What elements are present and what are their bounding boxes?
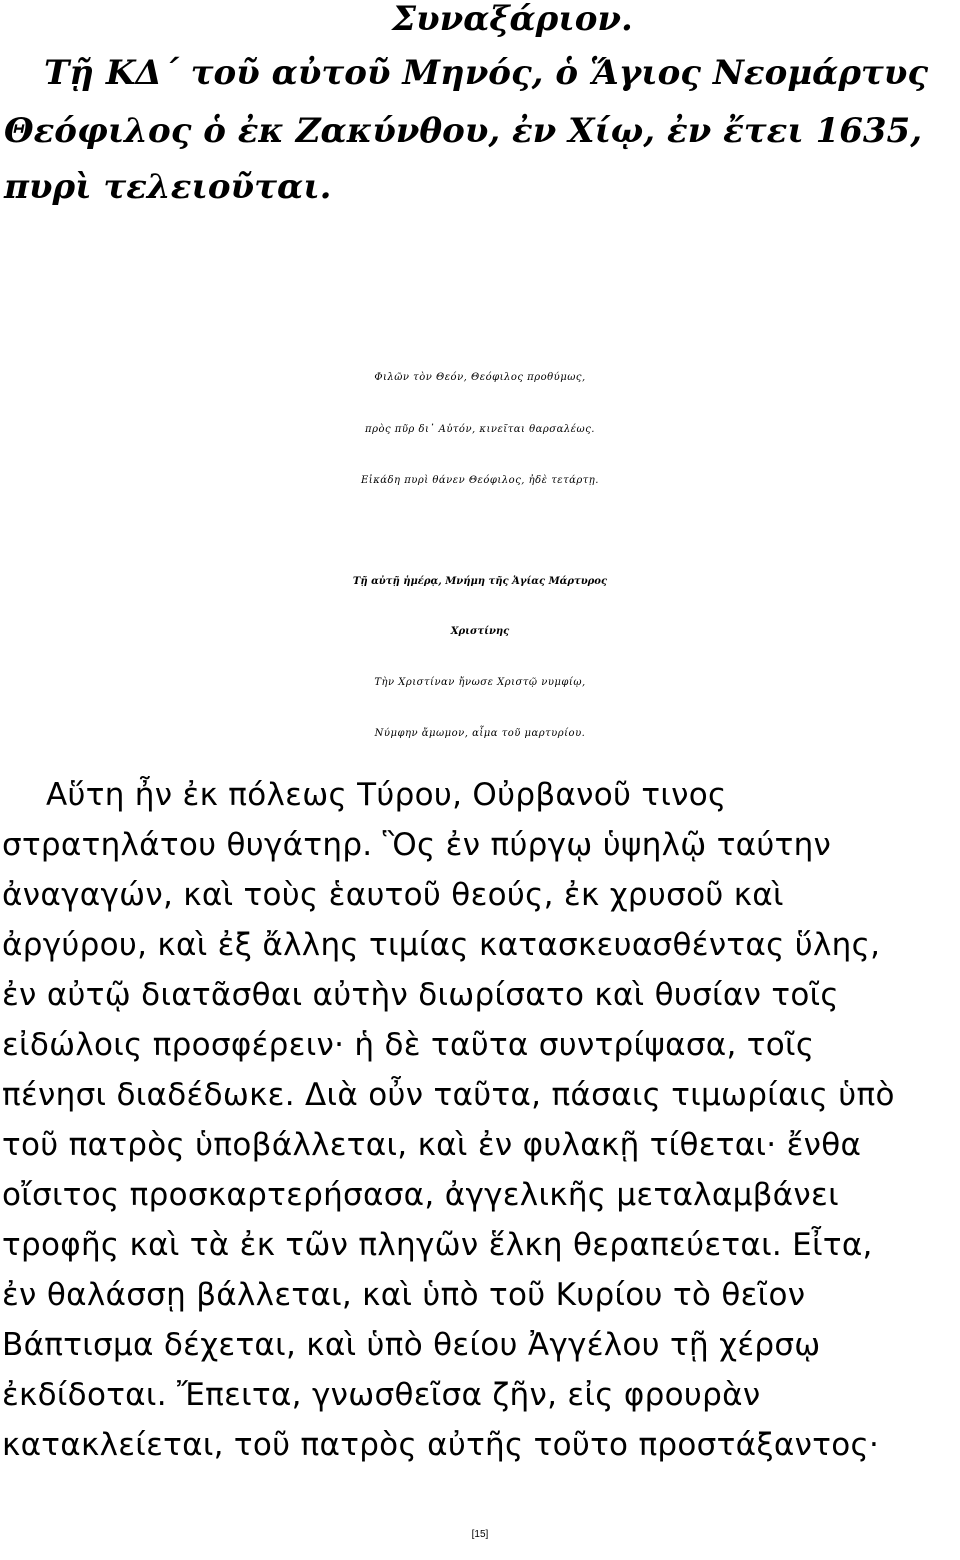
body-line-13: ἐκδίδοται. Ἔπειτα, γνωσθεῖσα ζῆν, εἰς φρουρὰν: [2, 1377, 761, 1413]
verse1-line-3: Εἰκάδη πυρὶ θάνεν Θεόφιλος, ἠδὲ τετάρτῃ.: [361, 475, 599, 486]
synaxarion-title: Συναξάριον.: [392, 0, 633, 39]
verse2-line-1: Τὴν Χριστίναν ἤνωσε Χριστῷ νυμφίῳ,: [374, 677, 586, 688]
body-line-9: οἴσιτος προσκαρτερήσασα, ἀγγελικῆς μεταλαμβάνει: [2, 1177, 839, 1213]
body-line-4: ἀργύρου, καὶ ἐξ ἄλλης τιμίας κατασκευασθέντας ὕλης,: [2, 927, 881, 963]
heading-line-1: Τῇ ΚΔ΄ τοῦ αὐτοῦ Μηνός, ὁ Ἅγιος Νεομάρτυς: [44, 53, 929, 93]
christine-heading-line-2: Χριστίνης: [450, 626, 510, 637]
page-number: [15]: [471, 1529, 489, 1540]
body-line-14: κατακλείεται, τοῦ πατρὸς αὐτῆς τοῦτο προστάξαντος·: [2, 1427, 880, 1463]
body-line-6: εἰδώλοις προσφέρειν· ἡ δὲ ταῦτα συντρίψασα, τοῖς: [2, 1027, 815, 1063]
body-line-3: ἀναγαγών, καὶ τοὺς ἑαυτοῦ θεούς, ἐκ χρυσοῦ καὶ: [2, 877, 784, 913]
body-line-1: Αὕτη ἦν ἐκ πόλεως Τύρου, Οὐρβανοῦ τινος: [46, 777, 727, 813]
body-line-11: ἐν θαλάσσῃ βάλλεται, καὶ ὑπὸ τοῦ Κυρίου τὸ θεῖον: [2, 1277, 806, 1313]
body-line-8: τοῦ πατρὸς ὑποβάλλεται, καὶ ἐν φυλακῇ τίθεται· ἔνθα: [2, 1127, 862, 1163]
body-line-12: Βάπτισμα δέχεται, καὶ ὑπὸ θείου Ἀγγέλου τῇ χέρσῳ: [2, 1327, 821, 1363]
body-line-10: τροφῆς καὶ τὰ ἐκ τῶν πληγῶν ἕλκη θεραπεύεται. Εἶτα,: [2, 1227, 873, 1263]
body-line-5: ἐν αὐτῷ διατᾶσθαι αὐτὴν διωρίσατο καὶ θυσίαν τοῖς: [2, 977, 839, 1013]
verse2-line-2: Νύμφην ἄμωμον, αἷμα τοῦ μαρτυρίου.: [374, 728, 586, 739]
body-line-7: πένησι διαδέδωκε. Διὰ οὖν ταῦτα, πάσαις τιμωρίαις ὑπὸ: [2, 1077, 895, 1113]
verse1-line-2: πρὸς πῦρ δι᾽ Αὐτόν, κινεῖται θαρσαλέως.: [365, 424, 595, 435]
christine-heading-line-1: Τῇ αὐτῇ ἡμέρᾳ, Μνήμη τῆς Ἁγίας Μάρτυρος: [352, 576, 608, 587]
heading-line-2: Θεόφιλος ὁ ἐκ Ζακύνθου, ἐν Χίῳ, ἐν ἔτει 1635,: [4, 111, 923, 151]
body-line-2: στρατηλάτου θυγάτηρ. Ὃς ἐν πύργῳ ὑψηλῷ ταύτην: [2, 827, 832, 863]
heading-line-3: πυρὶ τελειοῦται.: [4, 167, 332, 207]
verse1-line-1: Φιλῶν τὸν Θεόν, Θεόφιλος προθύμως,: [374, 372, 586, 383]
